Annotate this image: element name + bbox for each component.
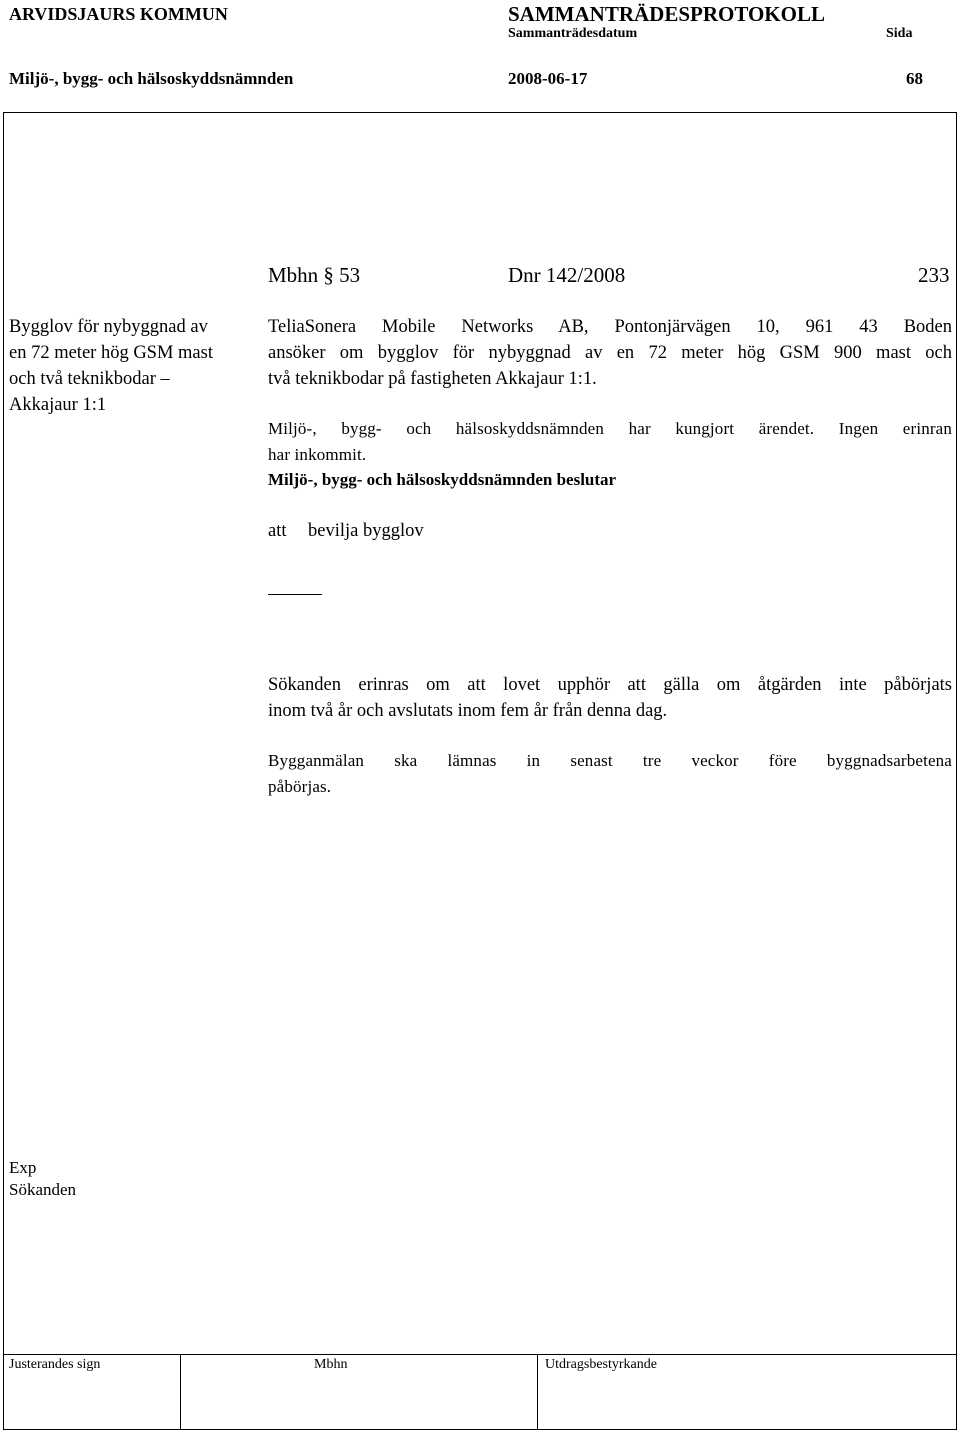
applicant-line: två teknikbodar på fastigheten Akkajaur 1:1. [268, 369, 597, 389]
footer-divider-v1 [180, 1354, 181, 1430]
org-name: ARVIDSJAURS KOMMUN [9, 4, 228, 24]
archive-code: 233 [918, 263, 950, 287]
decision-att: att [268, 521, 287, 541]
dnr: Dnr 142/2008 [508, 263, 626, 287]
justerandes-sign-label: Justerandes sign [9, 1357, 101, 1372]
reminder-paragraph [268, 672, 952, 724]
notice-line: Miljö-, bygg- och hälsoskyddsnämnden har kungjort ärendet. Ingen erinran [268, 419, 952, 438]
notice-line: har inkommit. [268, 445, 367, 464]
distribution-label: Exp [9, 1158, 37, 1177]
page-number: 68 [906, 69, 923, 88]
case-title-line: Akkajaur 1:1 [9, 395, 107, 415]
paragraph-number: Mbhn § 53 [268, 263, 361, 287]
notification-paragraph [268, 748, 952, 800]
case-title [9, 314, 254, 418]
document-type: SAMMANTRÄDESPROTOKOLL [508, 2, 825, 26]
reminder-line: Sökanden erinras om att lovet upphör att gälla om åtgärden inte påbörjats [268, 675, 952, 695]
decision-heading: Miljö-, bygg- och hälsoskyddsnämnden beslutar [268, 470, 617, 489]
footer-divider [3, 1354, 957, 1355]
applicant-line: TeliaSonera Mobile Networks AB, Pontonjärvägen 10, 961 43 Boden [268, 317, 952, 337]
notice-paragraph [268, 416, 952, 468]
reminder-line: inom två år och avslutats inom fem år från denna dag. [268, 701, 668, 721]
meeting-date: 2008-06-17 [508, 69, 588, 88]
distribution-recipient: Sökanden [9, 1180, 77, 1199]
utdragsbestyrkande-label: Utdragsbestyrkande [545, 1357, 657, 1372]
distribution-list [9, 1157, 76, 1201]
footer-divider-v2 [537, 1354, 538, 1430]
date-label: Sammanträdesdatum [508, 26, 638, 41]
decision-separator [268, 594, 322, 595]
committee-name: Miljö-, bygg- och hälsoskyddsnämnden [9, 69, 294, 88]
case-title-line: och två teknikbodar – [9, 369, 170, 389]
notification-line: påbörjas. [268, 777, 332, 796]
case-title-line: en 72 meter hög GSM mast [9, 343, 213, 363]
applicant-line: ansöker om bygglov för nybyggnad av en 72 meter hög GSM 900 mast och [268, 343, 952, 363]
applicant-paragraph [268, 314, 952, 392]
case-title-line: Bygglov för nybyggnad av [9, 317, 208, 337]
mbhn-label: Mbhn [314, 1357, 348, 1372]
page-label: Sida [886, 26, 913, 41]
notification-line: Bygganmälan ska lämnas in senast tre veckor före byggnadsarbetena [268, 751, 952, 770]
decision-text: bevilja bygglov [308, 521, 424, 541]
